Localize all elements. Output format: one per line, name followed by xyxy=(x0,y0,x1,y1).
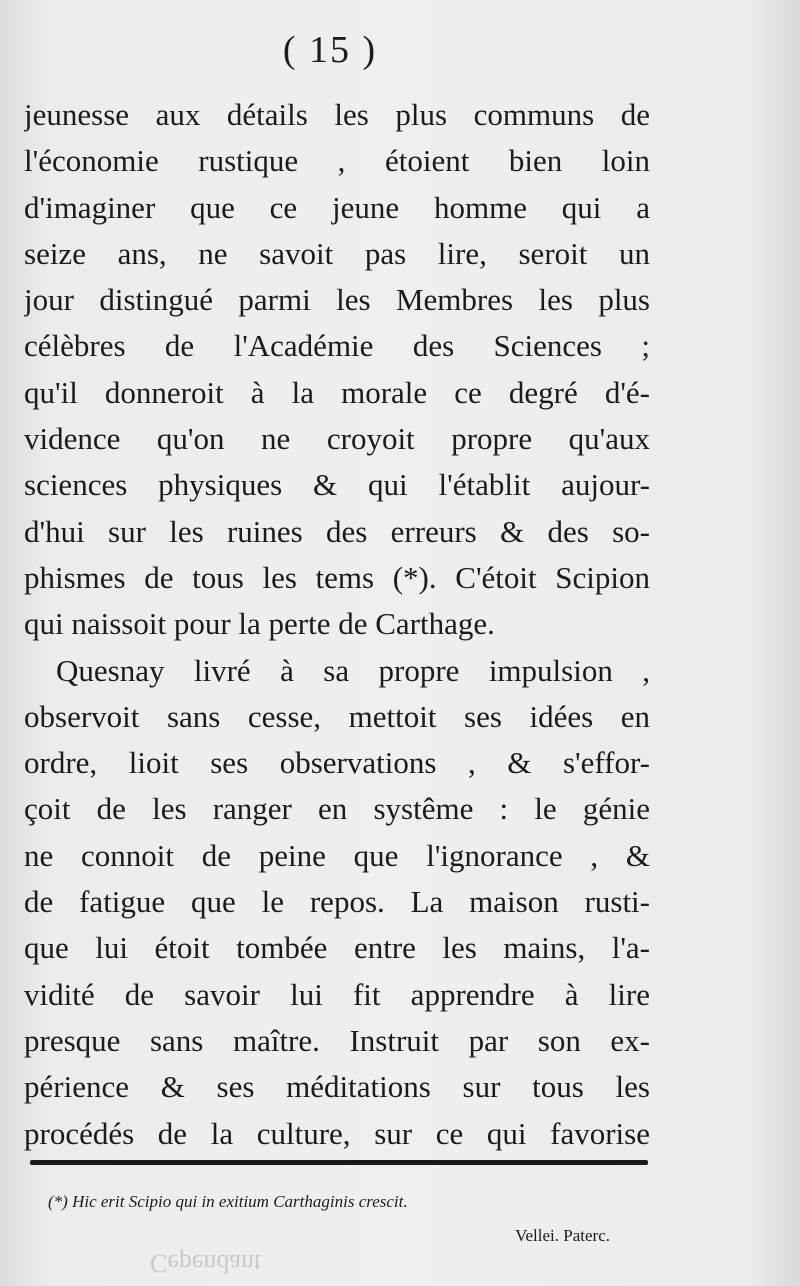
text-line: de fatigue que le repos. La maison rusti- xyxy=(24,884,650,920)
text-line: jeunesse aux détails les plus communs de xyxy=(24,97,650,132)
text-line: ne connoit de peine que l'ignorance , & xyxy=(24,837,650,873)
text-line: qui naissoit pour la perte de Carthage. xyxy=(24,606,495,642)
text-line: presque sans maître. Instruit par son ex- xyxy=(24,1022,650,1058)
text-line: sciences physiques & qui l'établit aujour- xyxy=(24,467,650,503)
text-line: vidence qu'on ne croyoit propre qu'aux xyxy=(24,421,650,457)
text-line: Quesnay livré à sa propre impulsion , xyxy=(56,652,650,688)
text-line: ordre, lioit ses observations , & s'effor- xyxy=(24,745,650,781)
text-line: célèbres de l'Académie des Sciences ; xyxy=(24,328,650,364)
footnote: (*) Hic erit Scipio qui in exitium Carthaginis crescit. xyxy=(48,1192,408,1211)
text-line: l'économie rustique , étoient bien loin xyxy=(24,143,650,179)
page-number: ( 15 ) xyxy=(282,29,378,71)
footnote-source: Vellei. Paterc. xyxy=(515,1226,610,1245)
text-line: vidité de savoir lui fit apprendre à lire xyxy=(24,976,650,1012)
text-line: jour distingué parmi les Membres les plus xyxy=(24,282,650,318)
text-line: périence & ses méditations sur tous les xyxy=(24,1069,650,1105)
body-text xyxy=(24,92,650,1157)
footnote-rule xyxy=(30,1160,648,1165)
show-through-catchword: Cependant xyxy=(150,1249,262,1278)
text-line: seize ans, ne savoit pas lire, seroit un xyxy=(24,235,650,271)
text-line: observoit sans cesse, mettoit ses idées en xyxy=(24,698,650,734)
text-line: phismes de tous les tems (*). C'étoit Scipion xyxy=(24,559,650,595)
text-line: d'hui sur les ruines des erreurs & des so- xyxy=(24,513,650,549)
text-line: procédés de la culture, sur ce qui favorise xyxy=(24,1115,650,1151)
text-line: que lui étoit tombée entre les mains, l'a- xyxy=(24,930,650,966)
text-line: d'imaginer que ce jeune homme qui a xyxy=(24,189,650,225)
text-line: qu'il donneroit à la morale ce degré d'é- xyxy=(24,374,650,410)
text-line: çoit de les ranger en systême : le génie xyxy=(24,791,650,827)
